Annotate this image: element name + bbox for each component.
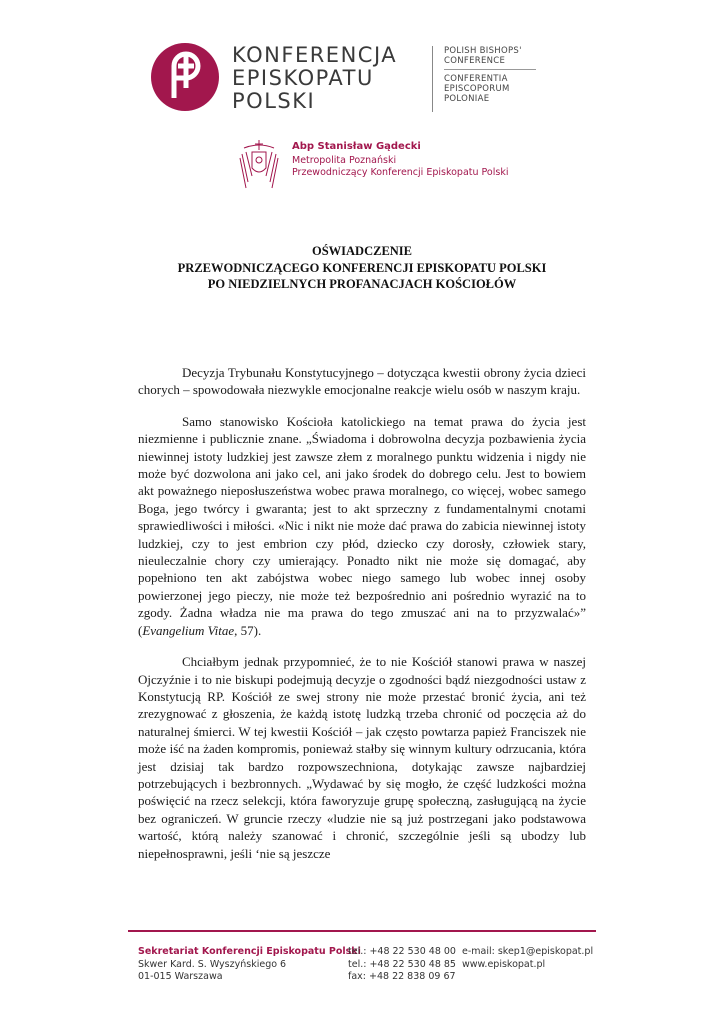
name-separator [444, 69, 536, 70]
document-body [138, 364, 586, 876]
heading-line-3: PO NIEDZIELNYCH PROFANACJACH KOŚCIOŁÓW [207, 277, 517, 291]
paragraph-2-text: Samo stanowisko Kościoła katolickiego na temat prawa do życia jest niezmienne i publicznie znane. „Świadoma i dobrowolna decyzja pozbawienia życia niewinnej istoty ludzkiej jest zawsze złem z moralnego punktu widzenia i nigdy nie może być dozwolona ani jako cel, ani jako środek do dobrego celu. Jest to bowiem akt poważnego nieposłuszeństwa wobec prawa moralnego, co więcej, wobec samego Boga, jego twórcy i gwaranta; jest to akt sprzeczny z fundamentalnymi cnotami sprawiedliwości i miłości. «Nic i nikt nie może dać prawa do zabicia niewinnej istoty ludzkiej, czy to jest embrion czy płód, dziecko czy dorosły, człowiek stary, nieuleczalnie chory czy umierający. Ponadto nikt nie może się domagać, aby popełniono ten akt zabójstwa wobec niego samego lub wobec innej osoby powierzonej jego pieczy, nie może też bezpośrednio ani pośrednio wyrazić na to zgody. Żadna władza nie ma prawa do tego zmuszać ani na to przyzwalać»” ( [138, 413, 586, 638]
heading-line-2: PRZEWODNICZĄCEGO KONFERENCJI EPISKOPATU POLSKI [177, 260, 547, 275]
footer-email[interactable]: e-mail: skep1@episkopat.pl [462, 946, 594, 957]
footer-tel-1: tel.: +48 22 530 48 00 [348, 946, 456, 957]
kep-logo-icon [150, 42, 220, 112]
author-block [292, 141, 508, 179]
coat-of-arms-icon [236, 138, 282, 190]
kep-wordmark [232, 44, 397, 113]
latin-name-line-1: CONFERENTIA [444, 74, 508, 84]
footer-contact [462, 946, 593, 971]
author-role-1: Metropolita Poznański [292, 155, 397, 166]
footer-fax: fax: +48 22 838 09 67 [348, 971, 456, 982]
logo-divider [432, 46, 433, 112]
footer-phones [348, 946, 456, 984]
footer-street: Skwer Kard. S. Wyszyńskiego 6 [138, 958, 287, 970]
kep-title-line-1: KONFERENCJA [232, 43, 398, 67]
footer-city: 01-015 Warszawa [138, 971, 223, 982]
document-heading [0, 243, 724, 293]
kep-title-line-3: POLSKI [232, 89, 316, 113]
letterhead [0, 0, 724, 200]
english-name-line-1: POLISH BISHOPS' [444, 46, 522, 56]
footer-org: Sekretariat Konferencji Episkopatu Polski [138, 946, 361, 957]
kep-title-line-2: EPISKOPATU [232, 66, 374, 90]
author-name: Abp Stanisław Gądecki [292, 141, 421, 152]
english-name-line-2: CONFERENCE [444, 56, 506, 66]
footer-divider [128, 930, 596, 932]
latin-name-line-3: POLONIAE [444, 94, 490, 104]
footer-tel-2: tel.: +48 22 530 48 85 [348, 958, 456, 970]
kep-foreign-names [444, 46, 536, 104]
paragraph-1: Decyzja Trybunału Konstytucyjnego – dotycząca kwestii obrony życia dzieci chorych – spowodowała niezwykle emocjonalne reakcje wielu osób w naszym kraju. [138, 365, 586, 398]
paragraph-2 [138, 413, 586, 639]
author-role-2: Przewodniczący Konferencji Episkopatu Polski [292, 167, 509, 178]
paragraph-2-source: Evangelium Vitae [142, 622, 235, 638]
paragraph-2-end: , 57). [234, 622, 262, 638]
paragraph-3: Chciałbym jednak przypomnieć, że to nie Kościół stanowi prawa w naszej Ojczyźnie i to nie biskupi podejmują decyzje o zgodności bądź niezgodności ustaw z Konstytucją RP. Kościół ze swej strony nie może przestać bronić życia, ani też zrezygnować z głoszenia, że każdą istotę ludzką trzeba chronić od poczęcia aż do naturalnej śmierci. W tej kwestii Kościół – jak często powtarza papież Franciszek nie może iść na żaden kompromis, ponieważ stałby się winnym kultury odrzucania, która jest dzisiaj tak bardzo rozpowszechniona, dotykając zawsze najbardziej potrzebujących i bezbronnych. „Wydawać by się mogło, że część ludzkości można poświęcić na rzecz selekcji, która faworyzuje grupę społeczną, zasługującą na życie bez ograniczeń. W gruncie rzeczy «ludzie nie są już postrzegani jako podstawowa wartość, którą należy szanować i chronić, szczególnie jeśli są ubodzy lub niepełnosprawni, jeśli ‘nie są jeszcze [138, 654, 586, 861]
footer-web[interactable]: www.episkopat.pl [462, 958, 546, 970]
latin-name-line-2: EPISCOPORUM [444, 84, 510, 94]
heading-line-1: OŚWIADCZENIE [311, 244, 413, 258]
footer-address [138, 946, 361, 984]
